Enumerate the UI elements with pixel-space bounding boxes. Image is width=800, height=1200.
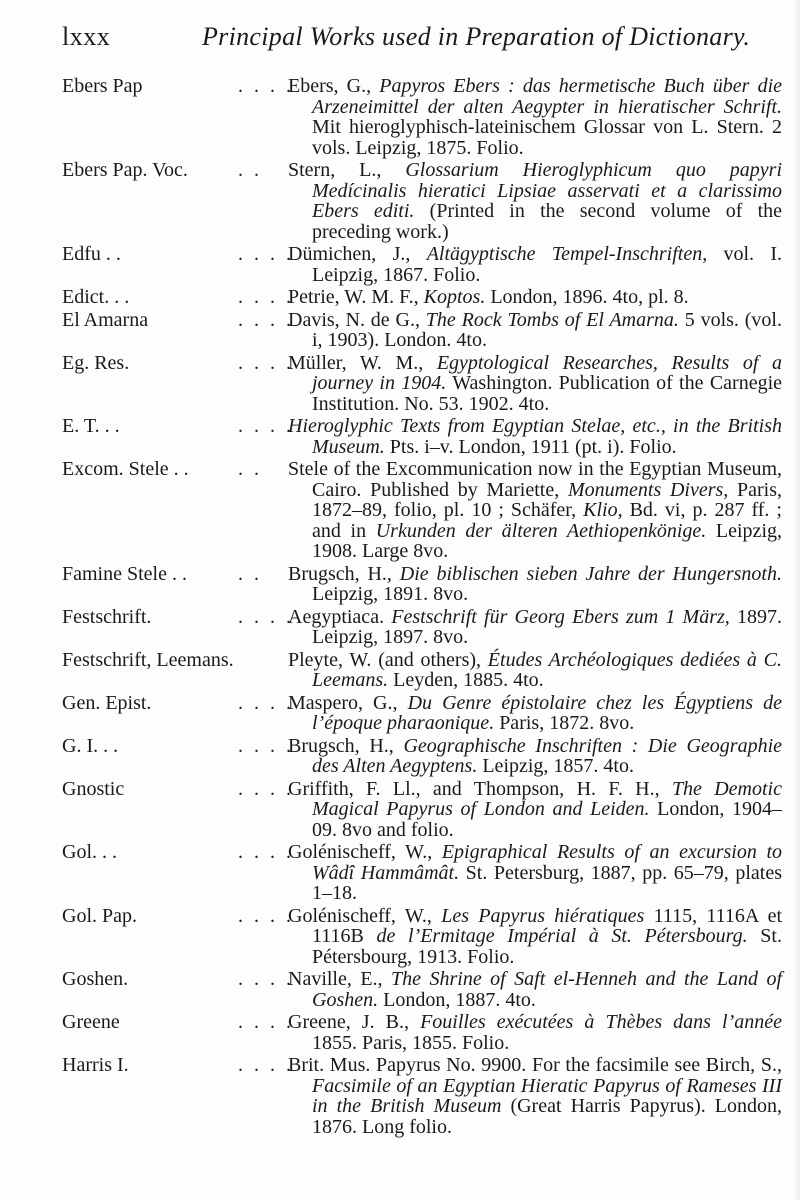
citation-text: (Printed in the second volume of the preceding work.) xyxy=(312,200,782,243)
citation-title: Facsimile of an Egyptian Hieratic Papyrus of Rameses III in the British Museum xyxy=(312,1074,782,1117)
citation-text: Müller, W. M., xyxy=(288,351,437,374)
citation-text: 5 vols. (vol. i, 1903). London. 4to. xyxy=(312,308,782,351)
entry-abbreviation: Ebers Pap xyxy=(62,75,143,97)
bibliography-entry xyxy=(62,1012,782,1053)
bibliography-entry xyxy=(62,779,782,841)
leader-dots: . . . . xyxy=(238,243,294,265)
citation-text: London, 1887. 4to. xyxy=(378,988,536,1011)
bibliography-entry xyxy=(62,416,782,457)
bibliography-entry xyxy=(62,969,782,1010)
citation-text: St. Pétersbourg, 1913. Folio. xyxy=(312,925,782,968)
citation-title: Egyptological Researches, Results of a journey in 1904. xyxy=(312,351,782,394)
citation-title: Koptos. xyxy=(423,286,486,308)
citation-text: Leyden, 1885. 4to. xyxy=(388,669,544,691)
entry-abbreviation: Famine Stele . . xyxy=(62,562,187,585)
bibliography-entry xyxy=(62,459,782,562)
citation-title: Festschrift für Georg Ebers zum 1 März, xyxy=(391,605,730,628)
entry-abbreviation: El Amarna xyxy=(62,308,149,331)
entry-abbreviation: Edict. . . xyxy=(62,286,130,308)
entry-abbreviation: Goshen. xyxy=(62,968,129,990)
bibliography-entry xyxy=(62,160,782,242)
citation-text: Bd. vi, p. 287 ff. ; and in xyxy=(312,499,782,542)
entry-abbreviation: Eg. Res. xyxy=(62,351,130,374)
citation-text: London, 1904–09. 8vo and folio. xyxy=(312,798,782,841)
entry-abbreviation: Gol. Pap. xyxy=(62,904,137,927)
bibliography-entry xyxy=(62,564,782,605)
leader-dots: . . . . xyxy=(238,1011,294,1033)
citation-text: Golénischeff, W., xyxy=(288,904,442,927)
citation-text: Greene, J. B., xyxy=(288,1011,421,1033)
citation-text: Petrie, W. M. F., xyxy=(288,286,424,308)
entry-citation xyxy=(288,1012,782,1053)
citation-text: Golénischeff, W., xyxy=(288,841,442,863)
citation-title: Études Archéologiques dediées à C. Leemans. xyxy=(312,648,783,691)
citation-text: St. Petersburg, 1887, pp. 65–79, plates 1–18. xyxy=(312,861,782,904)
citation-title: Du Genre épistolaire chez les Égyptiens de l’époque pharaonique. xyxy=(312,691,782,734)
entry-citation xyxy=(288,564,782,605)
bibliography-entry xyxy=(62,693,782,734)
bibliography-entry xyxy=(62,736,782,777)
citation-title: Hieroglyphic Texts from Egyptian Stelae, etc., in the British Museum. xyxy=(288,415,782,458)
bibliography-entry xyxy=(62,76,782,158)
citation-text: Leipzig, 1891. 8vo. xyxy=(312,583,469,605)
entry-citation xyxy=(288,310,782,351)
citation-text: Ebers, G., xyxy=(288,75,380,97)
entry-abbreviation: Festschrift, Leemans. xyxy=(62,648,234,671)
entry-citation xyxy=(288,842,782,904)
citation-text: Pleyte, W. (and others), xyxy=(288,648,488,671)
leader-dots: . . . . xyxy=(238,605,294,628)
entry-citation xyxy=(288,693,782,734)
page-edge-shadow xyxy=(794,0,800,1200)
entry-abbreviation: Festschrift. xyxy=(62,605,152,628)
entry-abbreviation: Gol. . . xyxy=(62,841,117,863)
entry-citation xyxy=(288,287,782,308)
entry-citation xyxy=(288,607,782,648)
citation-text: 1115, 1116A et 1116B xyxy=(312,904,783,947)
citation-text: 1855. Paris, 1855. Folio. xyxy=(312,1031,510,1054)
citation-title: Glossarium Hieroglyphicum quo papyri Medícinalis hieratici Lipsiae asservati et a clarissimo Ebers editi. xyxy=(312,159,782,222)
citation-text: Mit hieroglyphisch-lateinischem Glossar von L. Stern. 2 vols. Leipzig, 1875. Folio. xyxy=(312,116,782,159)
running-title: Principal Works used in Preparation of Dictionary. xyxy=(202,22,751,51)
citation-text: Pts. i–v. London, 1911 (pt. i). Folio. xyxy=(384,435,677,458)
entry-citation xyxy=(288,160,782,242)
citation-text: Dümichen, J., xyxy=(288,243,427,265)
citation-text: London, 1896. 4to, pl. 8. xyxy=(485,286,689,308)
bibliography-list xyxy=(62,76,782,1139)
citation-text: (Great Harris Papyrus). London, 1876. Long folio. xyxy=(312,1095,782,1138)
citation-text: Brugsch, H., xyxy=(288,562,400,585)
entry-abbreviation: Ebers Pap. Voc. xyxy=(62,159,188,181)
citation-title: Les Papyrus hiératiques xyxy=(441,904,645,927)
leader-dots: . . . . xyxy=(238,777,294,800)
citation-title: de l’Ermitage Impérial à St. Pétersbourg. xyxy=(376,925,748,947)
citation-title: Urkunden der älteren Aethiopenkönige. xyxy=(375,519,707,542)
bibliography-entry xyxy=(62,1055,782,1137)
citation-title: Altägyptische Tempel-Inschriften, xyxy=(426,243,708,265)
citation-text: Griffith, F. Ll., and Thompson, H. F. H., xyxy=(288,777,672,800)
leader-dots: . . . . xyxy=(238,968,294,990)
entry-abbreviation: E. T. . . xyxy=(62,415,120,437)
entry-citation xyxy=(288,736,782,777)
entry-citation xyxy=(288,76,782,158)
entry-abbreviation: Gnostic xyxy=(62,777,125,800)
citation-text: Naville, E., xyxy=(288,968,392,990)
leader-dots: . . . . xyxy=(238,1054,294,1076)
bibliography-entry xyxy=(62,287,782,308)
citation-title: The Rock Tombs of El Amarna. xyxy=(425,308,679,331)
entry-citation xyxy=(288,1055,782,1137)
leader-dots: . . xyxy=(238,562,262,585)
citation-title: Monuments Divers, xyxy=(567,478,729,501)
leader-dots: . . . . xyxy=(238,415,294,437)
page-number: lxxx xyxy=(62,22,111,51)
citation-title: Klio, xyxy=(583,499,623,521)
leader-dots: . . . . xyxy=(238,841,294,863)
citation-text: Leipzig, 1857. 4to. xyxy=(477,755,634,777)
leader-dots: . . xyxy=(238,458,262,480)
citation-text: Stele of the Excommunication now in the Egyptian Museum, Cairo. Published by Mariette, xyxy=(288,458,782,501)
entry-citation xyxy=(288,353,782,415)
citation-text: vol. I. Leipzig, 1867. Folio. xyxy=(312,243,783,286)
bibliography-entry xyxy=(62,353,782,415)
citation-text: Stern, L., xyxy=(288,159,406,181)
citation-text: 1897. Leipzig, 1897. 8vo. xyxy=(312,605,782,648)
leader-dots: . . . . xyxy=(238,75,294,97)
leader-dots: . . . . xyxy=(238,308,294,331)
entry-citation xyxy=(288,459,782,562)
leader-dots: . . . . xyxy=(238,734,294,757)
citation-title: Geographische Inschriften : Die Geographie des Alten Aegyptens. xyxy=(312,734,783,777)
citation-title: The Shrine of Saft el-Henneh and the Land of Goshen. xyxy=(312,968,782,1011)
entry-citation xyxy=(288,779,782,841)
bibliography-entry xyxy=(62,607,782,648)
entry-citation xyxy=(288,650,782,691)
entry-abbreviation: Harris I. xyxy=(62,1054,129,1076)
leader-dots: . . xyxy=(238,159,262,181)
leader-dots: . . . . xyxy=(238,904,294,927)
citation-text: Paris, 1872–89, folio, pl. 10 ; Schäfer, xyxy=(312,478,783,521)
entry-abbreviation: Gen. Epist. xyxy=(62,691,152,714)
entry-citation xyxy=(288,244,782,285)
citation-text: Leipzig, 1908. Large 8vo. xyxy=(312,519,782,562)
entry-abbreviation: G. I. . . xyxy=(62,734,119,757)
entry-citation xyxy=(288,906,782,968)
citation-text: Paris, 1872. 8vo. xyxy=(494,712,635,734)
citation-text: Brit. Mus. Papyrus No. 9900. For the facsimile see Birch, S., xyxy=(288,1054,782,1076)
citation-text: Davis, N. de G., xyxy=(288,308,426,331)
citation-title: Papyros Ebers : das hermetische Buch über die Arzeneimittel der alten Aegypter in hieratischer Schrift. xyxy=(312,75,783,118)
entry-abbreviation: Edfu . . xyxy=(62,243,121,265)
leader-dots: . . . . xyxy=(238,351,294,374)
entry-abbreviation: Greene xyxy=(62,1011,120,1033)
leader-dots: . . . . xyxy=(238,691,294,714)
citation-title: Epigraphical Results of an excursion to Wâdî Hammâmât. xyxy=(312,841,783,884)
citation-title: The Demotic Magical Papyrus of London and Leiden. xyxy=(312,777,782,820)
entry-abbreviation: Excom. Stele . . xyxy=(62,458,189,480)
bibliography-entry xyxy=(62,650,782,691)
citation-title: Die biblischen sieben Jahre der Hungersnoth. xyxy=(399,562,782,585)
citation-text: Maspero, G., xyxy=(288,691,408,714)
citation-text: Washington. Publication of the Carnegie Institution. No. 53. 1902. 4to. xyxy=(312,372,783,415)
citation-title: Fouilles exécutées à Thèbes dans l’année xyxy=(420,1011,783,1033)
bibliography-entry xyxy=(62,842,782,904)
bibliography-entry xyxy=(62,906,782,968)
citation-text: Brugsch, H., xyxy=(288,734,404,757)
leader-dots: . . . . xyxy=(238,286,294,308)
entry-citation xyxy=(288,969,782,1010)
citation-text: Aegyptiaca. xyxy=(288,605,392,628)
page-header xyxy=(62,22,760,54)
entry-citation xyxy=(288,416,782,457)
bibliography-entry xyxy=(62,244,782,285)
bibliography-entry xyxy=(62,310,782,351)
